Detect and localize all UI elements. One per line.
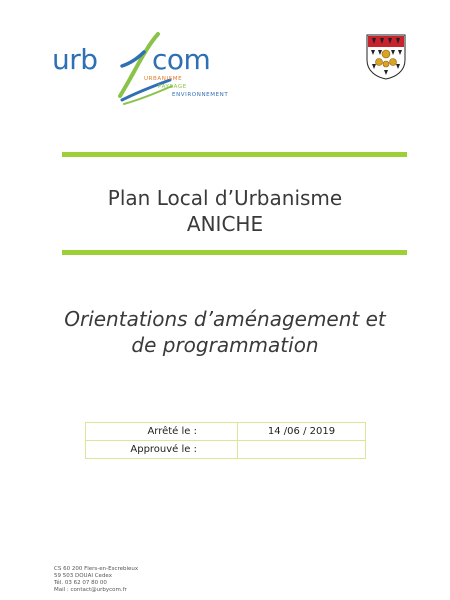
document-title: Plan Local d’Urbanisme <box>107 186 343 210</box>
table-row <box>86 441 366 459</box>
logo-tagline-3: ENVIRONNEMENT <box>172 92 229 98</box>
arrete-label: Arrêté le : <box>86 423 238 441</box>
urbycom-logo <box>48 30 238 110</box>
table-row <box>86 423 366 441</box>
approuve-label: Approuvé le : <box>86 441 238 459</box>
commune-name: ANICHE <box>186 212 264 236</box>
green-divider-bottom <box>62 250 407 255</box>
address-line-1: CS 60 200 Flers-en-Escrebieux <box>54 566 139 572</box>
document-subtitle <box>40 306 410 358</box>
logo-tagline-1: URBANISME <box>144 76 183 82</box>
address-email: Mail : contact@urbycom.fr <box>54 587 127 593</box>
address-phone: Tél. 03 62 07 80 00 <box>54 580 107 586</box>
logo-tagline-2: PAYSAGE <box>158 84 187 90</box>
address-line-2: 59 503 DOUAI Cedex <box>54 573 112 579</box>
approuve-value <box>238 441 366 459</box>
contact-address <box>54 566 138 594</box>
logo-word-left: urb <box>52 43 98 76</box>
dates-table <box>85 422 366 459</box>
green-divider-top <box>62 152 407 157</box>
coat-of-arms-icon <box>366 34 406 80</box>
arrete-value: 14 /06 / 2019 <box>238 423 366 441</box>
subtitle-line-2: de programmation <box>131 333 319 357</box>
subtitle-line-1: Orientations d’aménagement et <box>64 307 386 331</box>
logo-word-right: com <box>152 43 211 76</box>
